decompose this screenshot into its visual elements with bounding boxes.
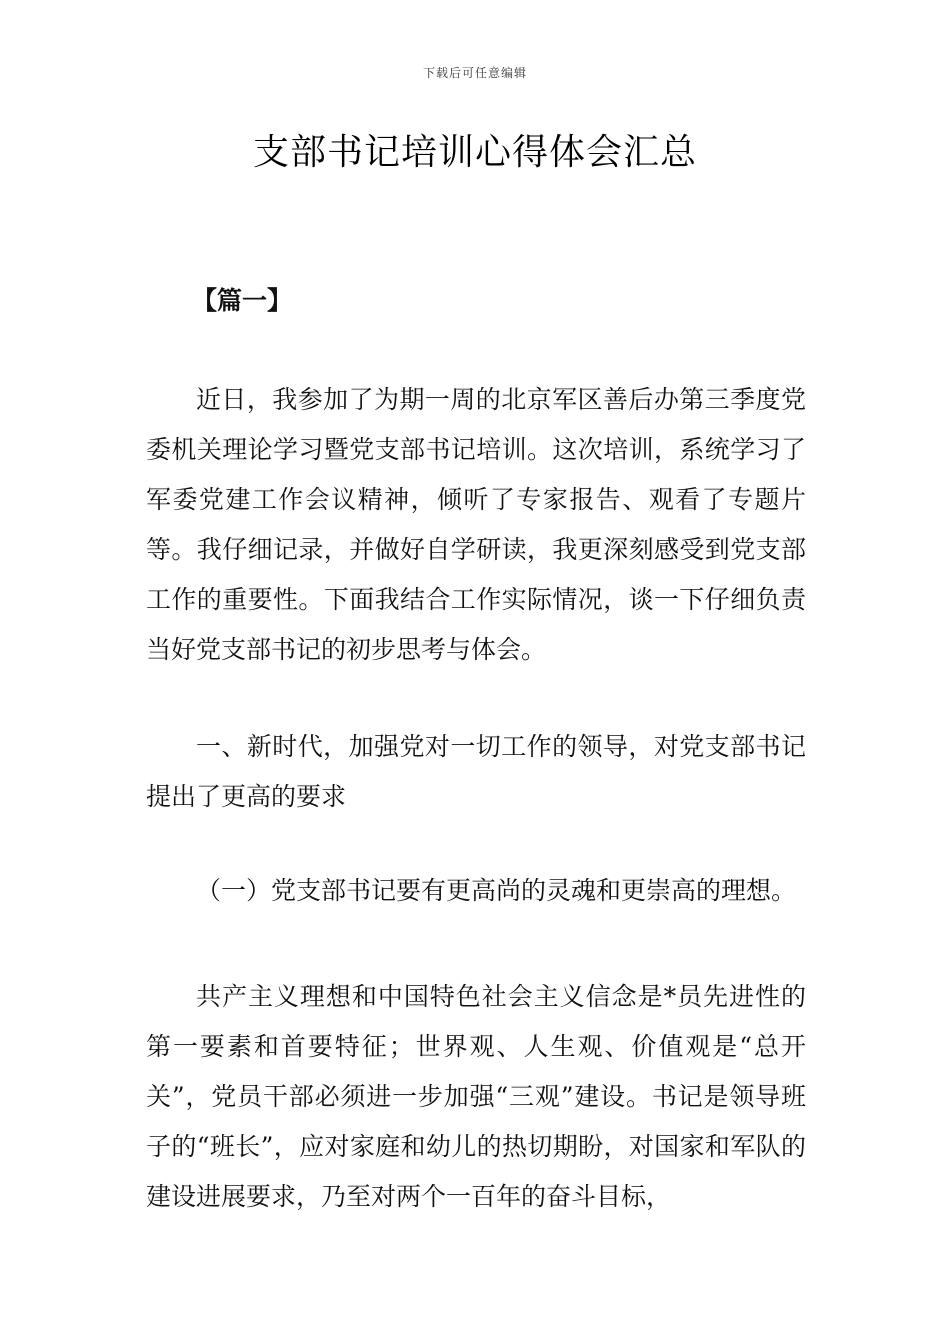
paragraph-subheading-one: （一）党支部书记要有更高尚的灵魂和更崇高的理想。 [196,876,797,905]
paragraph-intro: 近日，我参加了为期一周的北京军区善后办第三季度党委机关理论学习暨党支部书记培训。这次培训，系统学习了军委党建工作会议精神，倾听了专家报告、观看了专题片等。我仔细记录，并做好自学研读，我更深刻感受到党支部工作的重要性。下面我结合工作实际情况，谈一下仔细负责当好党支部书记的初步思考与体会。 [146,385,806,664]
paragraph-body: 共产主义理想和中国特色社会主义信念是*员先进性的第一要素和首要特征；世界观、人生观、价值观是“总开关”，党员干部必须进一步加强“三观”建设。书记是领导班子的“班长”，应对家庭和幼儿的热切期盼，对国家和军队的建设进展要求，乃至对两个一百年的奋斗目标， [146,982,806,1211]
header-note: 下载后可任意编辑 [422,66,527,80]
section-label: 【篇一】 [192,286,293,315]
paragraph-heading-one: 一、新时代，加强党对一切工作的领导，对党支部书记提出了更高的要求 [146,732,806,811]
document-title: 支部书记培训心得体会汇总 [252,132,697,173]
